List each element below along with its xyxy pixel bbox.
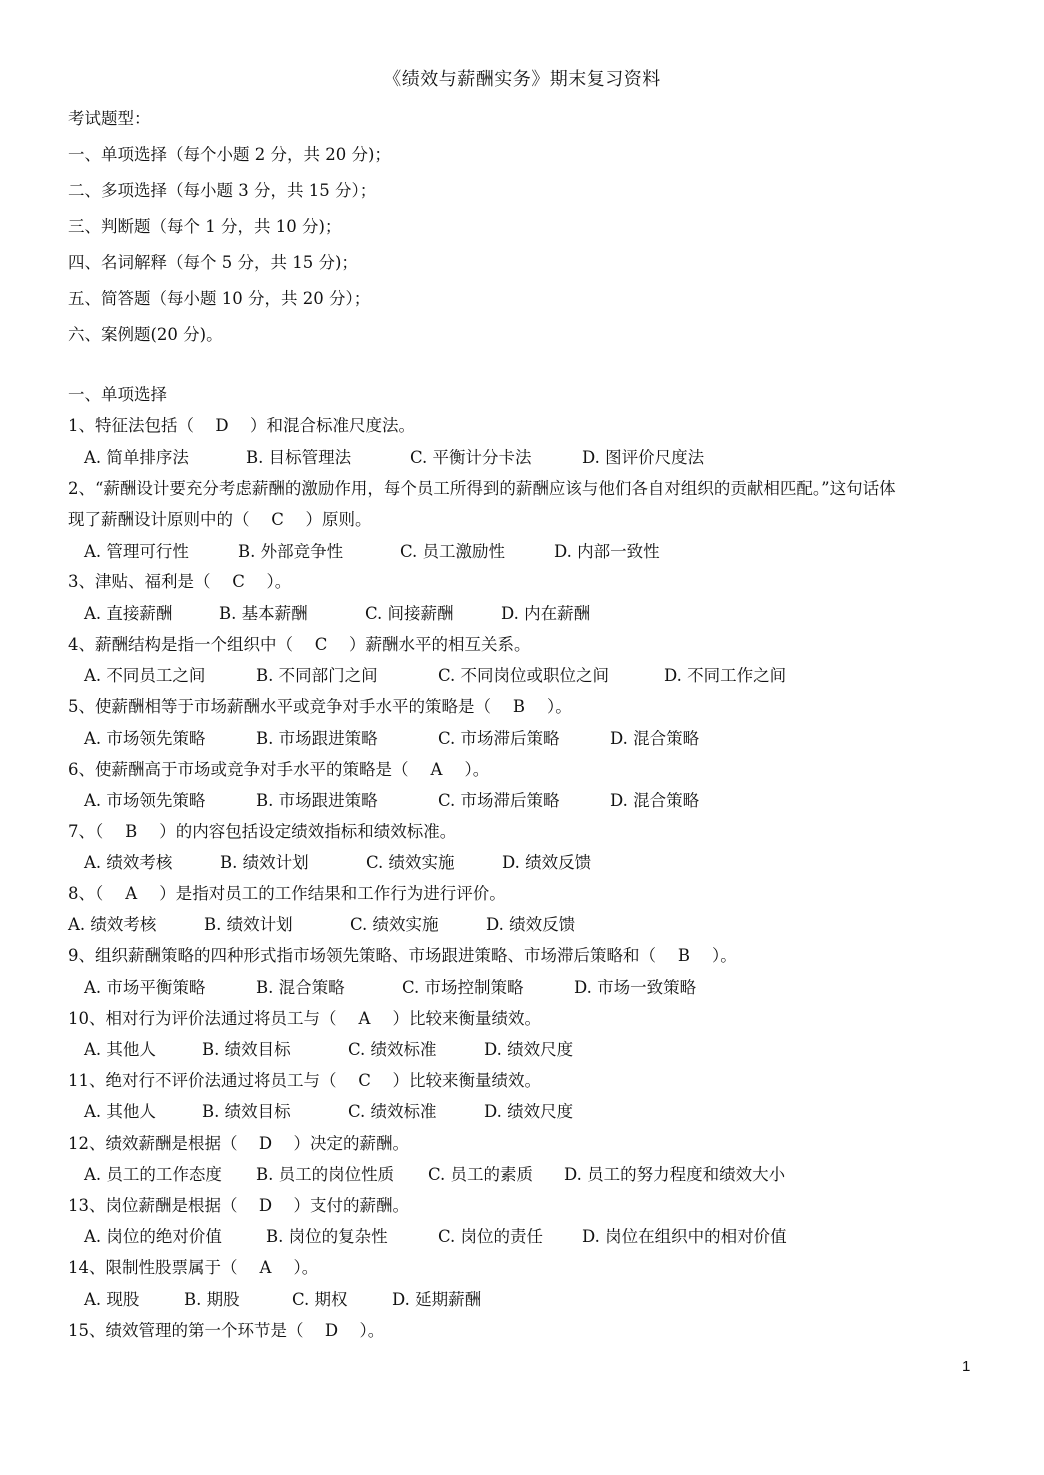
question-text: ）比较来衡量绩效。 — [392, 1071, 541, 1090]
question-12 — [68, 1132, 409, 1156]
exam-type-item: 二、多项选择（每小题 3 分，共 15 分）； — [68, 181, 377, 200]
question-text: 7、（ — [68, 822, 104, 841]
question-13 — [68, 1194, 409, 1218]
question-text: 现了薪酬设计原则中的（ — [68, 510, 250, 529]
question-8 — [68, 882, 506, 906]
option-b: B. 混合策略 — [256, 978, 345, 997]
answer: C — [358, 1071, 371, 1090]
question-7 — [68, 820, 456, 844]
question-text: 15、绩效管理的第一个环节是（ — [68, 1321, 304, 1340]
options-12 — [84, 1163, 785, 1187]
options-10 — [84, 1038, 573, 1062]
option-a: A. 市场领先策略 — [84, 791, 206, 810]
options-13 — [84, 1225, 787, 1249]
exam-type-item: 六、案例题(20 分)。 — [68, 325, 223, 344]
option-d: D. 员工的努力程度和绩效大小 — [564, 1165, 786, 1184]
question-text: 2、“薪酬设计要充分考虑薪酬的激励作用，每个员工所得到的薪酬应该与他们各自对组织的贡献相匹配。”这句话体 — [68, 479, 896, 498]
option-a: A. 市场平衡策略 — [84, 978, 206, 997]
option-d: D. 图评价尺度法 — [582, 448, 705, 467]
option-b: B. 岗位的复杂性 — [266, 1227, 388, 1246]
question-text: 14、限制性股票属于（ — [68, 1258, 238, 1277]
question-text: 12、绩效薪酬是根据（ — [68, 1134, 238, 1153]
page-number: 1 — [962, 1358, 971, 1375]
option-a: A. 绩效考核 — [84, 853, 173, 872]
question-text: ）支付的薪酬。 — [293, 1196, 409, 1215]
question-15 — [68, 1319, 384, 1343]
exam-type-item: 三、判断题（每个 1 分，共 10 分)； — [68, 217, 342, 236]
option-a: A. 管理可行性 — [84, 542, 189, 561]
question-3 — [68, 570, 291, 594]
option-c: C. 绩效实施 — [366, 853, 455, 872]
option-d: D. 延期薪酬 — [392, 1290, 482, 1309]
question-text: ）。 — [266, 572, 292, 591]
question-text: ）。 — [359, 1321, 385, 1340]
answer: A — [259, 1258, 272, 1277]
option-a: A. 直接薪酬 — [84, 604, 173, 623]
question-text: 1、特征法包括（ — [68, 416, 194, 435]
option-c: C. 平衡计分卡法 — [410, 448, 532, 467]
question-text: 10、相对行为评价法通过将员工与（ — [68, 1009, 337, 1028]
option-d: D. 内在薪酬 — [501, 604, 591, 623]
question-text: ）原则。 — [305, 510, 372, 529]
answer: D — [324, 1321, 339, 1340]
question-text: ）是指对员工的工作结果和工作行为进行评价。 — [159, 884, 506, 903]
answer: D — [258, 1196, 273, 1215]
options-11 — [84, 1100, 573, 1124]
answer: C — [271, 510, 284, 529]
option-a: A. 现股 — [84, 1290, 140, 1309]
option-a: A. 绩效考核 — [68, 915, 157, 934]
options-1 — [84, 446, 704, 470]
option-d: D. 绩效尺度 — [484, 1040, 574, 1059]
question-4 — [68, 633, 531, 657]
question-text: 13、岗位薪酬是根据（ — [68, 1196, 238, 1215]
option-b: B. 绩效计划 — [220, 853, 309, 872]
option-b: B. 绩效目标 — [202, 1102, 291, 1121]
question-5 — [68, 695, 572, 719]
option-c: C. 绩效标准 — [348, 1102, 437, 1121]
answer: B — [125, 822, 138, 841]
option-b: B. 市场跟进策略 — [256, 791, 378, 810]
question-11 — [68, 1069, 541, 1093]
question-text: ）决定的薪酬。 — [293, 1134, 409, 1153]
exam-types-heading: 考试题型： — [68, 109, 151, 128]
question-1 — [68, 414, 415, 438]
option-a: A. 岗位的绝对价值 — [84, 1227, 222, 1246]
option-d: D. 不同工作之间 — [664, 666, 787, 685]
question-text: ）比较来衡量绩效。 — [392, 1009, 541, 1028]
answer: D — [258, 1134, 273, 1153]
options-4 — [84, 664, 786, 688]
option-c: C. 不同岗位或职位之间 — [438, 666, 610, 685]
question-text: ）和混合标准尺度法。 — [250, 416, 415, 435]
question-text: ）。 — [712, 946, 737, 965]
option-c: C. 绩效实施 — [350, 915, 439, 934]
option-c: C. 市场滞后策略 — [438, 791, 560, 810]
option-a: A. 市场领先策略 — [84, 729, 206, 748]
option-c: C. 间接薪酬 — [365, 604, 454, 623]
option-d: D. 绩效反馈 — [502, 853, 592, 872]
option-c: C. 员工的素质 — [428, 1165, 534, 1184]
question-text: ）薪酬水平的相互关系。 — [349, 635, 531, 654]
options-5 — [84, 727, 699, 751]
question-text: 11、绝对行不评价法通过将员工与（ — [68, 1071, 337, 1090]
option-c: C. 绩效标准 — [348, 1040, 437, 1059]
option-d: D. 混合策略 — [610, 729, 700, 748]
question-text: ）。 — [293, 1258, 319, 1277]
option-d: D. 市场一致策略 — [574, 978, 697, 997]
question-2 — [68, 477, 896, 501]
question-2-cont — [68, 508, 372, 532]
option-a: A. 不同员工之间 — [84, 666, 206, 685]
option-b: B. 市场跟进策略 — [256, 729, 378, 748]
options-3 — [84, 602, 590, 626]
question-text: ）。 — [464, 760, 490, 779]
document-title: 《绩效与薪酬实务》期末复习资料 — [383, 69, 661, 90]
answer: C — [232, 572, 245, 591]
answer: B — [512, 697, 526, 716]
exam-type-item: 一、单项选择（每个小题 2 分，共 20 分)； — [68, 145, 391, 164]
option-c: C. 期权 — [292, 1290, 348, 1309]
answer: A — [430, 760, 443, 779]
option-b: B. 员工的岗位性质 — [256, 1165, 395, 1184]
option-d: D. 绩效反馈 — [486, 915, 576, 934]
option-d: D. 混合策略 — [610, 791, 700, 810]
question-10 — [68, 1007, 541, 1031]
question-text: 9、组织薪酬策略的四种形式指市场领先策略、市场跟进策略、市场滞后策略和（ — [68, 946, 656, 965]
question-text: 8、（ — [68, 884, 104, 903]
option-d: D. 内部一致性 — [554, 542, 660, 561]
option-b: B. 期股 — [184, 1290, 240, 1309]
option-b: B. 目标管理法 — [246, 448, 352, 467]
option-b: B. 绩效计划 — [204, 915, 293, 934]
answer: B — [677, 946, 691, 965]
question-text: 6、使薪酬高于市场或竞争对手水平的策略是（ — [68, 760, 409, 779]
options-14 — [84, 1288, 481, 1312]
options-7 — [84, 851, 591, 875]
question-text: 4、薪酬结构是指一个组织中（ — [68, 635, 293, 654]
question-text: ）的内容包括设定绩效指标和绩效标准。 — [159, 822, 457, 841]
option-a: A. 简单排序法 — [84, 448, 189, 467]
question-9 — [68, 944, 737, 968]
option-d: D. 绩效尺度 — [484, 1102, 574, 1121]
options-2 — [84, 540, 660, 564]
exam-type-item: 五、简答题（每小题 10 分，共 20 分）； — [68, 289, 371, 308]
question-text: 3、津贴、福利是（ — [68, 572, 211, 591]
options-6 — [84, 789, 699, 813]
options-8 — [68, 913, 575, 937]
option-c: C. 岗位的责任 — [438, 1227, 544, 1246]
question-6 — [68, 758, 489, 782]
option-c: C. 员工激励性 — [400, 542, 506, 561]
answer: D — [215, 416, 229, 435]
question-text: 5、使薪酬相等于市场薪酬水平或竞争对手水平的策略是（ — [68, 697, 491, 716]
answer: A — [125, 884, 138, 903]
option-c: C. 市场控制策略 — [402, 978, 524, 997]
option-b: B. 不同部门之间 — [256, 666, 378, 685]
section-heading: 一、单项选择 — [68, 385, 167, 404]
option-d: D. 岗位在组织中的相对价值 — [582, 1227, 787, 1246]
question-14 — [68, 1256, 318, 1280]
option-a: A. 员工的工作态度 — [84, 1165, 222, 1184]
option-a: A. 其他人 — [84, 1102, 156, 1121]
option-a: A. 其他人 — [84, 1040, 156, 1059]
option-b: B. 基本薪酬 — [219, 604, 308, 623]
exam-type-item: 四、名词解释（每个 5 分，共 15 分)； — [68, 253, 358, 272]
answer: C — [314, 635, 328, 654]
option-b: B. 绩效目标 — [202, 1040, 291, 1059]
option-b: B. 外部竞争性 — [238, 542, 344, 561]
options-9 — [84, 976, 696, 1000]
answer: A — [358, 1009, 371, 1028]
option-c: C. 市场滞后策略 — [438, 729, 560, 748]
question-text: ）。 — [547, 697, 572, 716]
